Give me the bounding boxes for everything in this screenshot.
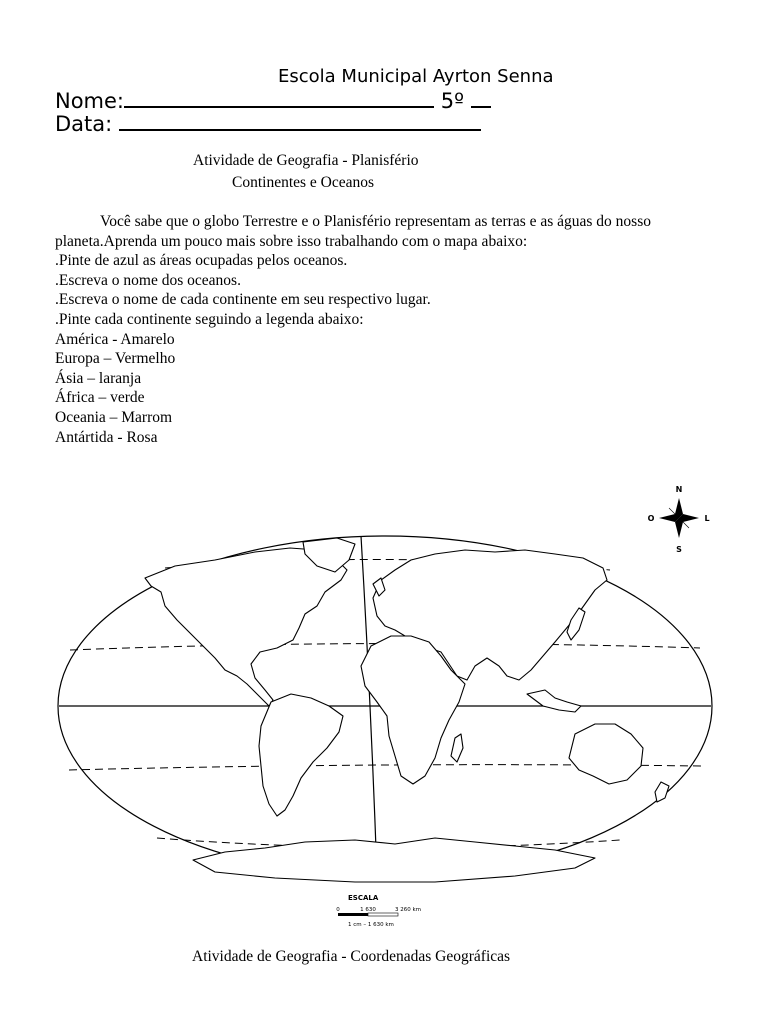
instruction-item: .Pinte cada continente seguindo a legenda abaixo:	[55, 310, 364, 328]
new-zealand-shape	[655, 782, 669, 802]
activity-title: Atividade de Geografia - Planisfério	[193, 152, 419, 169]
north-america-shape	[145, 548, 347, 706]
compass-rose	[648, 485, 710, 554]
instruction-item: .Pinte de azul as áreas ocupadas pelos oceanos.	[55, 252, 348, 270]
activity-subtitle: Continentes e Oceanos	[232, 174, 375, 191]
name-field-row	[55, 88, 491, 113]
instructions-block	[55, 212, 715, 447]
compass-south-label: S	[676, 545, 682, 554]
name-blank-line[interactable]	[124, 88, 434, 108]
grade-blank-line[interactable]	[471, 88, 491, 108]
compass-north-label: N	[675, 485, 683, 494]
legend-item: América - Amarelo	[55, 330, 175, 348]
instruction-item: .Escreva o nome dos oceanos.	[55, 271, 241, 289]
legend-item: África – verde	[55, 389, 145, 407]
date-field-row	[55, 111, 481, 136]
legend-item: Europa – Vermelho	[55, 350, 176, 368]
compass-west-label: O	[647, 514, 655, 523]
intro-paragraph: Você sabe que o globo Terrestre e o Planisfério representam as terras e as águas do nosso planeta.Aprenda um pouco mais sobre isso trabalhando com o mapa abaixo:	[55, 213, 651, 250]
scale-ratio: 1 cm – 1 630 km	[348, 922, 394, 928]
south-america-shape	[259, 694, 343, 816]
madagascar-shape	[451, 734, 463, 762]
legend-item: Antártida - Rosa	[55, 428, 158, 446]
instruction-item: .Escreva o nome de cada continente em seu respectivo lugar.	[55, 291, 431, 309]
scale-title: ESCALA	[348, 894, 379, 902]
date-label: Data:	[55, 112, 113, 136]
world-map	[55, 480, 715, 930]
scale-tick-1: 1 630	[360, 907, 376, 913]
name-label: Nome:	[55, 89, 125, 113]
grade-label: 5º	[440, 89, 464, 113]
footer-title: Atividade de Geografia - Coordenadas Geográficas	[192, 948, 511, 965]
compass-east-label: L	[704, 514, 710, 523]
legend-item: Ásia – laranja	[55, 369, 142, 387]
scale-tick-2: 3 260 km	[395, 907, 422, 913]
scale-tick-0: 0	[336, 907, 340, 913]
date-blank-line[interactable]	[119, 111, 481, 131]
school-name: Escola Municipal Ayrton Senna	[278, 66, 554, 87]
map-scale	[336, 894, 421, 928]
legend-item: Oceania – Marrom	[55, 408, 173, 426]
indonesia-shape	[527, 690, 581, 712]
australia-shape	[569, 724, 643, 784]
